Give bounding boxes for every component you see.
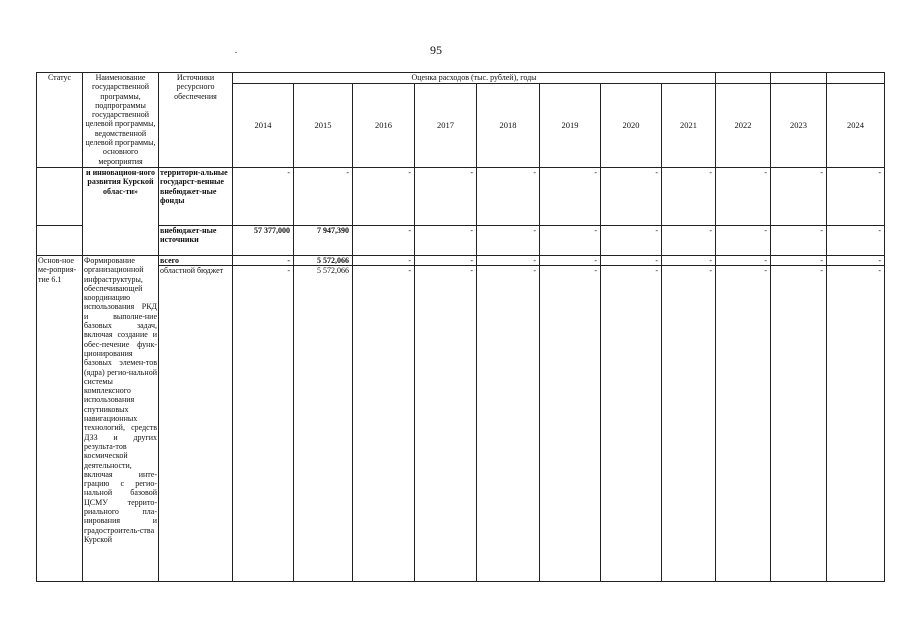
value-cell: - [601, 226, 662, 256]
program-name-cell: и инновацион-ного развития Курской облас-ти» [83, 168, 159, 256]
value-cell: - [716, 168, 771, 226]
value-cell: - [415, 168, 477, 226]
year-header: 2023 [771, 84, 827, 168]
source-cell: внебюджет-ные источники [159, 226, 233, 256]
header-name: Наименование государственной программы, подпрограммы государственной целевой программы, ведомственной целевой программы, основного мероприятия [83, 73, 159, 168]
value-cell: - [827, 168, 885, 226]
year-header: 2016 [353, 84, 415, 168]
value-cell: - [415, 256, 477, 266]
value-cell: - [415, 266, 477, 582]
value-cell: - [716, 266, 771, 582]
scan-speck [235, 52, 237, 53]
header-status: Статус [37, 73, 83, 168]
header-blank-cell [716, 73, 771, 84]
value-cell: 7 947,390 [294, 226, 353, 256]
year-header: 2014 [233, 84, 294, 168]
value-cell: - [477, 256, 540, 266]
value-cell: 5 572,066 [294, 256, 353, 266]
value-cell: - [415, 226, 477, 256]
year-header: 2024 [827, 84, 885, 168]
value-cell: - [294, 168, 353, 226]
value-cell: - [540, 168, 601, 226]
value-cell: - [353, 256, 415, 266]
expenditure-table [36, 72, 885, 582]
value-cell: - [827, 226, 885, 256]
value-cell: - [771, 226, 827, 256]
header-blank-cell [771, 73, 827, 84]
value-cell: - [477, 226, 540, 256]
value-cell: - [771, 168, 827, 226]
source-cell: территори-альные государст-венные внебюджет-ные фонды [159, 168, 233, 226]
value-cell: - [353, 168, 415, 226]
value-cell: - [477, 168, 540, 226]
value-cell: - [662, 226, 716, 256]
status-cell [37, 226, 83, 256]
header-blank-cell [827, 73, 885, 84]
value-cell: - [540, 266, 601, 582]
activity-name-cell: Формирование организационной инфраструктуры, обеспечивающей координацию использования РКД и выполне-ние базовых задач, включая создание и обес-печение функ-ционирования базовых элемен-тов (ядра) регио-нальной системы комплексного использования спутниковых навигационных технологий, средств ДЗЗ и других результа-тов космической деятельности, включая инте-грацию с регио-нальной базовой ЦСМУ террито-риального пла-нирования и градостроитель-ства Курской [83, 256, 159, 582]
value-cell: - [601, 266, 662, 582]
value-cell: 5 572,066 [294, 266, 353, 582]
value-cell: - [716, 256, 771, 266]
value-cell: - [540, 226, 601, 256]
header-estimate: Оценка расходов (тыс. рублей), годы [233, 73, 716, 84]
status-cell: Основ-ное ме-роприя-тие 6.1 [37, 256, 83, 582]
value-cell: 57 377,000 [233, 226, 294, 256]
year-header: 2022 [716, 84, 771, 168]
year-header: 2015 [294, 84, 353, 168]
value-cell: - [233, 256, 294, 266]
value-cell: - [477, 266, 540, 582]
header-sources: Источники ресурсного обеспечения [159, 73, 233, 168]
value-cell: - [662, 256, 716, 266]
value-cell: - [233, 266, 294, 582]
value-cell: - [601, 256, 662, 266]
year-header: 2018 [477, 84, 540, 168]
value-cell: - [233, 168, 294, 226]
value-cell: - [540, 256, 601, 266]
page-number: 95 [430, 43, 442, 57]
year-header: 2019 [540, 84, 601, 168]
value-cell: - [601, 168, 662, 226]
status-cell [37, 168, 83, 226]
source-cell: областной бюджет [159, 266, 233, 582]
year-header: 2017 [415, 84, 477, 168]
value-cell: - [827, 256, 885, 266]
value-cell: - [662, 168, 716, 226]
year-header: 2021 [662, 84, 716, 168]
value-cell: - [353, 266, 415, 582]
year-header: 2020 [601, 84, 662, 168]
source-cell: всего [159, 256, 233, 266]
value-cell: - [353, 226, 415, 256]
value-cell: - [716, 226, 771, 256]
value-cell: - [771, 266, 827, 582]
value-cell: - [771, 256, 827, 266]
value-cell: - [827, 266, 885, 582]
value-cell: - [662, 266, 716, 582]
